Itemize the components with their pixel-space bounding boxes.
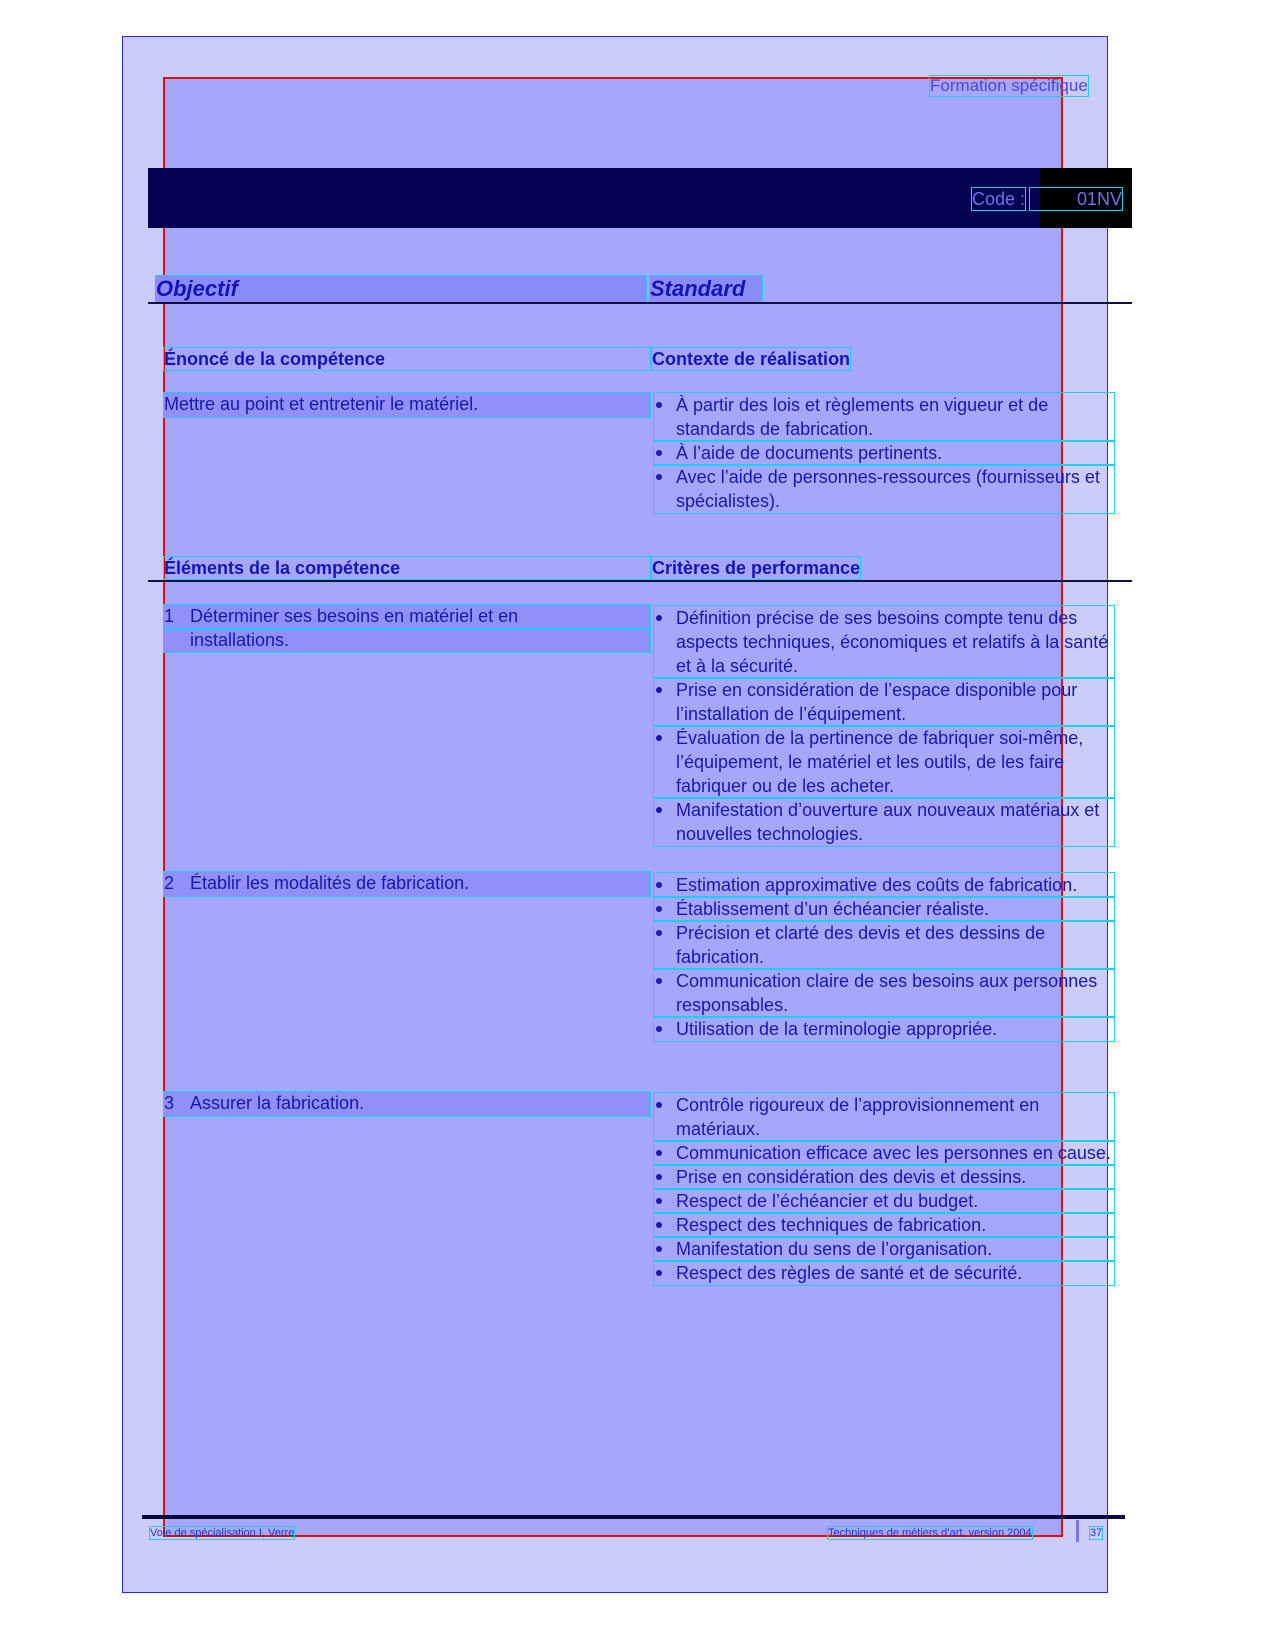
critere-item: Prise en considération des devis et dessins. xyxy=(654,1165,1114,1189)
elements-heading: Éléments de la compétence xyxy=(164,557,650,579)
critere-item: Manifestation du sens de l’organisation. xyxy=(654,1237,1114,1261)
element-1 xyxy=(164,605,650,652)
statement-text: Mettre au point et entretenir le matériel. xyxy=(164,393,650,417)
critere-item: Évaluation de la pertinence de fabriquer soi-même, l’équipement, le matériel et les outils, de les faire fabriquer ou de les acheter. xyxy=(654,726,1114,798)
page-number: 37 xyxy=(1090,1527,1103,1539)
footer-separator xyxy=(1076,1520,1079,1542)
footer-version: Techniques de métiers d’art, version 2004 xyxy=(828,1527,1032,1539)
column-title-standard: Standard xyxy=(650,276,762,302)
element-2 xyxy=(164,872,650,896)
critere-item: Définition précise de ses besoins compte tenu des aspects techniques, économiques et relatifs à la santé et à la sécurité. xyxy=(654,606,1114,678)
contexte-list xyxy=(654,393,1114,513)
contexte-heading: Contexte de réalisation xyxy=(652,349,851,369)
column-title-objectif: Objectif xyxy=(156,276,646,302)
contexte-item: Avec l’aide de personnes-ressources (fournisseurs et spécialistes). xyxy=(654,465,1114,513)
critere-item: Précision et clarté des devis et des dessins de fabrication. xyxy=(654,921,1114,969)
code-value: 01NV xyxy=(1030,188,1122,210)
header-rule xyxy=(148,302,1132,304)
element-3-criteria xyxy=(654,1093,1114,1285)
critere-item: Contrôle rigoureux de l’approvisionnement en matériaux. xyxy=(654,1093,1114,1141)
element-1-text: Déterminer ses besoins en matériel et en xyxy=(190,606,519,626)
element-2-text: Établir les modalités de fabrication. xyxy=(190,873,470,893)
element-2-criteria xyxy=(654,873,1114,1041)
critere-item: Établissement d’un échéancier réaliste. xyxy=(654,897,1114,921)
competence-statement xyxy=(164,393,650,417)
contexte-item: À l’aide de documents pertinents. xyxy=(654,441,1114,465)
contexte-item: À partir des lois et règlements en vigueur et de standards de fabrication. xyxy=(654,393,1114,441)
element-3-text: Assurer la fabrication. xyxy=(190,1093,365,1113)
critere-item: Respect des règles de santé et de sécurité. xyxy=(654,1261,1114,1285)
critere-item: Estimation approximative des coûts de fabrication. xyxy=(654,873,1114,897)
critere-item: Utilisation de la terminologie appropriée. xyxy=(654,1017,1114,1041)
footer-rule xyxy=(142,1515,1125,1519)
header-formation-label: Formation spécifique xyxy=(930,76,1088,95)
criteres-heading: Critères de performance xyxy=(652,558,861,578)
critere-item: Communication efficace avec les personnes en cause. xyxy=(654,1141,1114,1165)
element-1-criteria xyxy=(654,606,1114,846)
element-1-line-2: installations. xyxy=(164,629,650,653)
element-3-line-1 xyxy=(164,1092,650,1116)
critere-item: Respect de l’échéancier et du budget. xyxy=(654,1189,1114,1213)
critere-item: Manifestation d’ouverture aux nouveaux matériaux et nouvelles technologies. xyxy=(654,798,1114,846)
code-label: Code : xyxy=(972,189,1026,209)
elements-rule xyxy=(148,580,1132,582)
critere-item: Communication claire de ses besoins aux personnes responsables. xyxy=(654,969,1114,1017)
element-1-line-1 xyxy=(164,605,650,629)
footer-program: Voie de spécialisation I, Verre xyxy=(150,1527,295,1539)
element-2-line-1 xyxy=(164,872,650,896)
critere-item: Respect des techniques de fabrication. xyxy=(654,1213,1114,1237)
element-3-number: 3 xyxy=(164,1093,175,1113)
enonce-heading: Énoncé de la compétence xyxy=(164,348,650,370)
element-2-number: 2 xyxy=(164,873,175,893)
element-1-number: 1 xyxy=(164,606,175,626)
critere-item: Prise en considération de l’espace disponible pour l’installation de l’équipement. xyxy=(654,678,1114,726)
element-3 xyxy=(164,1092,650,1116)
